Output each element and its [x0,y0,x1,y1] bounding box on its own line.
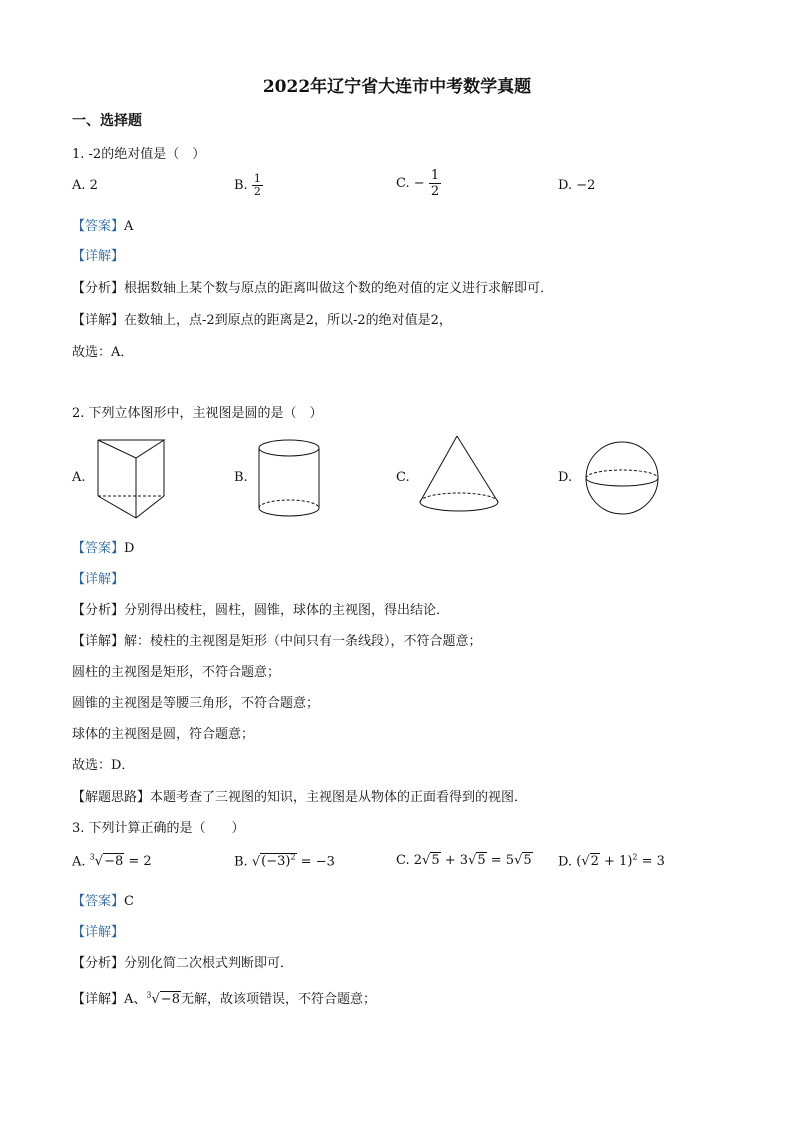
q2-answer [72,537,134,556]
q3-detail [72,988,376,1007]
detail-text: 解：棱柱的主视图是矩形（中间只有一条线段），不符合题意； [124,634,482,649]
q2-option-a-label: A. [72,470,86,485]
answer-value: A [124,219,134,234]
detail-tag: 【详解】 [72,313,125,328]
cylinder-icon [257,438,321,520]
section-heading: 一、选择题 [72,113,142,129]
analysis-tag: 【分析】 [72,603,125,618]
fraction-denominator: 2 [430,184,440,199]
q1-option-d: D. −2 [558,178,596,193]
radicand: 2 [590,854,599,870]
option-label: A. [72,854,86,870]
math-expression [90,854,152,869]
detail-tag: 【详解】 [72,634,125,649]
radicand [260,853,296,869]
fraction [429,168,441,199]
radicand: 5 [477,853,486,868]
radical-sign: √ [251,854,261,870]
fraction-numerator: 1 [253,172,261,185]
triangular-prism-icon [96,438,168,522]
q3-analysis [72,952,293,971]
plus-term: + 1) [599,854,633,870]
q3-option-b [234,853,335,869]
option-label: C. [396,176,410,191]
q3-option-a [72,853,152,869]
q2-option-d-label: D. [558,470,573,485]
detail-prefix: A、 [124,992,147,1007]
q1-analysis [72,277,553,296]
fraction-denominator: 2 [253,185,261,198]
radicand-base: (−3) [261,854,291,870]
root-index: 3 [89,853,95,862]
q1-option-b [234,173,263,198]
minus-sign: − [413,176,425,191]
analysis-tag: 【分析】 [72,281,125,296]
page-title: 2022年辽宁省大连市中考数学真题 [262,77,532,97]
math-expression [146,992,181,1007]
radical-sign: √ [468,853,477,868]
exponent: 2 [290,853,296,862]
q2-option-c-label: C. [396,470,410,485]
option-label: C. [396,853,410,868]
coefficient: + 3 [440,853,469,868]
question-1-stem: 1. -2的绝对值是（ ） [72,147,206,162]
q1-option-c [396,168,441,199]
analysis-tag: 【分析】 [72,956,125,971]
option-label: B. [234,178,248,193]
option-label: D. [558,854,573,870]
q2-detail-heading: 【详解】 [72,572,125,587]
equation-rhs: = 3 [637,854,665,870]
math-expression [252,853,335,869]
detail-text: 在数轴上，点-2到原点的距离是2，所以-2的绝对值是2， [124,313,452,328]
q2-detail [72,630,482,649]
answer-tag: 【答案】 [72,219,125,234]
exponent: 2 [632,853,638,862]
q1-detail [72,309,452,328]
fraction [252,173,263,198]
root-index: 3 [146,990,152,1000]
radicand: −8 [160,992,180,1007]
thinking-text: 本题考查了三视图的知识，主视图是从物体的正面看得到的视图． [150,790,528,805]
detail-tag: 【详解】 [72,992,125,1007]
q2-analysis [72,599,449,618]
equation-rhs: = 2 [124,854,152,870]
q3-option-d [558,853,665,869]
open-paren: ( [576,854,582,870]
detail-text: 无解，故该项错误，不符合题意； [180,992,376,1007]
analysis-text: 分别得出棱柱，圆柱，圆锥，球体的主视图，得出结论． [124,603,450,618]
q2-conclusion: 故选：D． [72,758,135,773]
answer-value: D [124,541,135,556]
q1-conclusion: 故选：A． [72,345,134,360]
radical-sign: √ [151,992,160,1007]
q2-detail-line: 圆锥的主视图是等腰三角形，不符合题意； [72,696,320,711]
answer-tag: 【答案】 [72,894,125,909]
radicand: −8 [104,854,124,870]
option-label: B. [234,854,248,870]
radicand: 5 [523,853,532,868]
radical-sign: √ [581,854,590,870]
q3-detail-heading: 【详解】 [72,925,125,940]
coefficient: = 5 [486,853,515,868]
radicand: 5 [431,853,440,868]
analysis-text: 分别化简二次根式判断即可． [124,956,294,971]
answer-tag: 【答案】 [72,541,125,556]
q1-option-a: A. 2 [72,178,98,193]
math-expression [576,854,665,869]
math-expression [414,852,533,868]
q2-option-b-label: B. [234,470,248,485]
q1-detail-heading: 【详解】 [72,249,125,264]
sphere-icon [584,440,660,516]
answer-value: C [124,894,134,909]
coefficient: 2 [413,853,423,868]
q3-answer [72,890,134,909]
radical-sign: √ [422,853,431,868]
thinking-tag: 【解题思路】 [72,790,151,805]
equation-rhs: = −3 [296,854,335,870]
cone-icon [418,434,504,518]
question-3-stem: 3. 下列计算正确的是（ ） [72,821,245,836]
analysis-text: 根据数轴上某个数与原点的距离叫做这个数的绝对值的定义进行求解即可． [124,281,554,296]
fraction-numerator: 1 [430,168,440,183]
q2-detail-line: 圆柱的主视图是矩形，不符合题意； [72,665,281,680]
q1-answer [72,215,133,234]
radical-sign: √ [514,853,523,868]
q2-thinking [72,786,527,805]
radical-sign: √ [94,854,104,870]
q3-option-c [396,853,533,868]
question-2-stem: 2. 下列立体图形中，主视图是圆的是（ ） [72,406,323,421]
q2-detail-line: 球体的主视图是圆，符合题意； [72,727,255,742]
